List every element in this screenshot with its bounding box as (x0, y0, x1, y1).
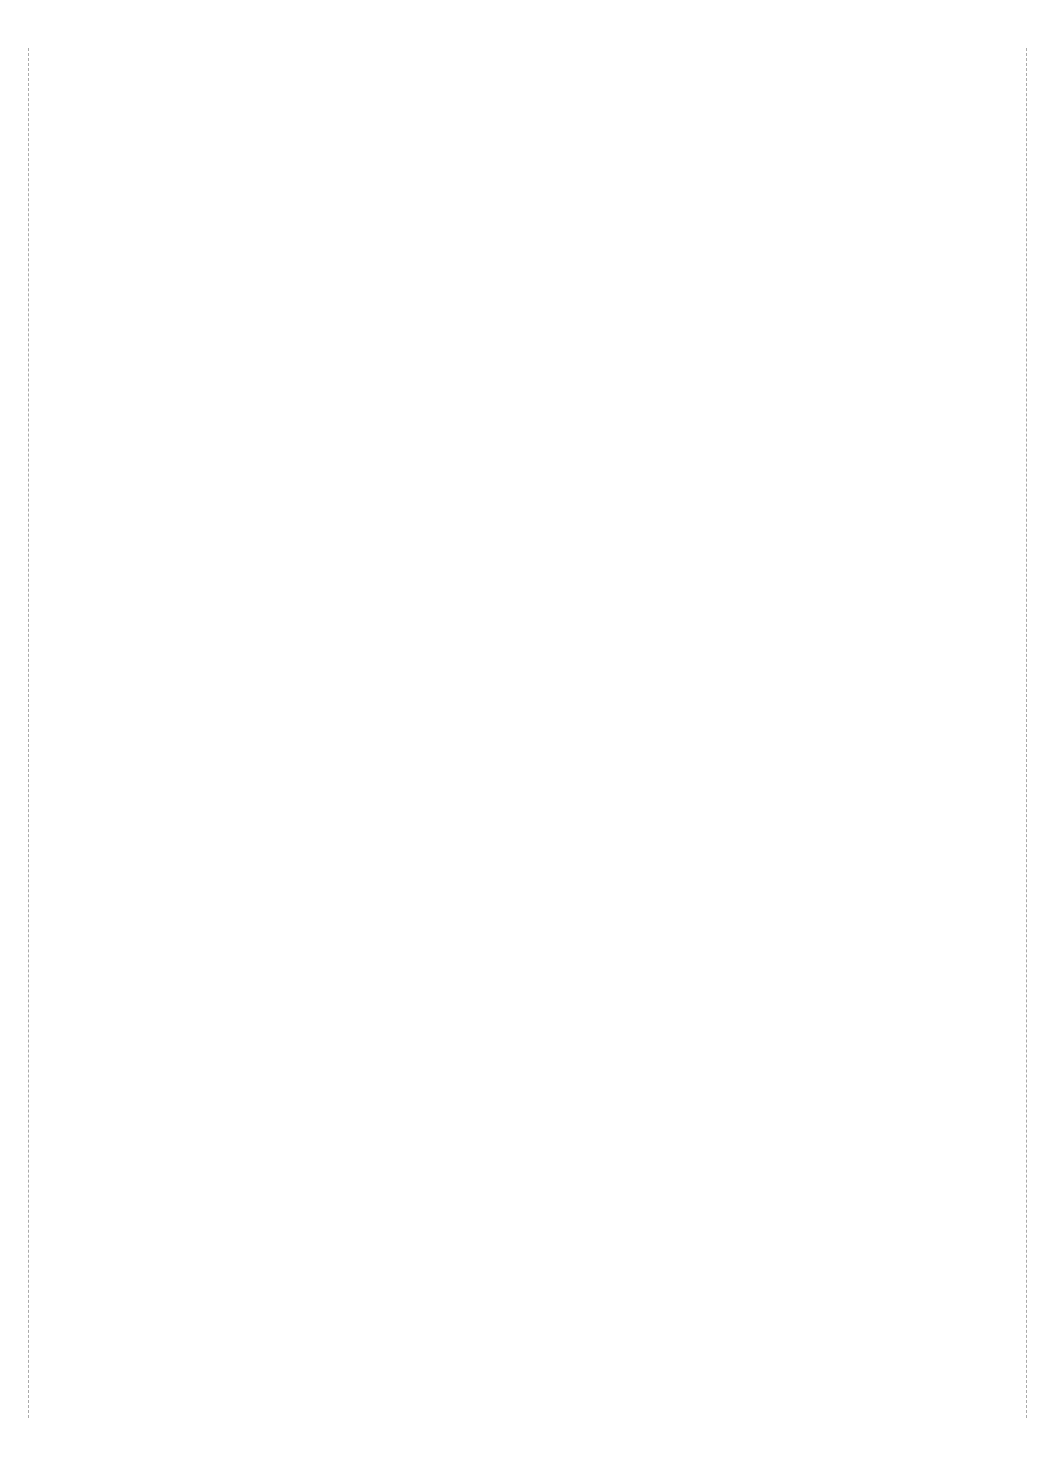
unit-title (50, 151, 1002, 197)
right-margin-rule (1026, 48, 1027, 1418)
essay-title (50, 50, 1002, 85)
answer-key-page (50, 50, 1002, 197)
left-margin-rule (28, 48, 29, 1418)
module-title (50, 91, 1002, 151)
